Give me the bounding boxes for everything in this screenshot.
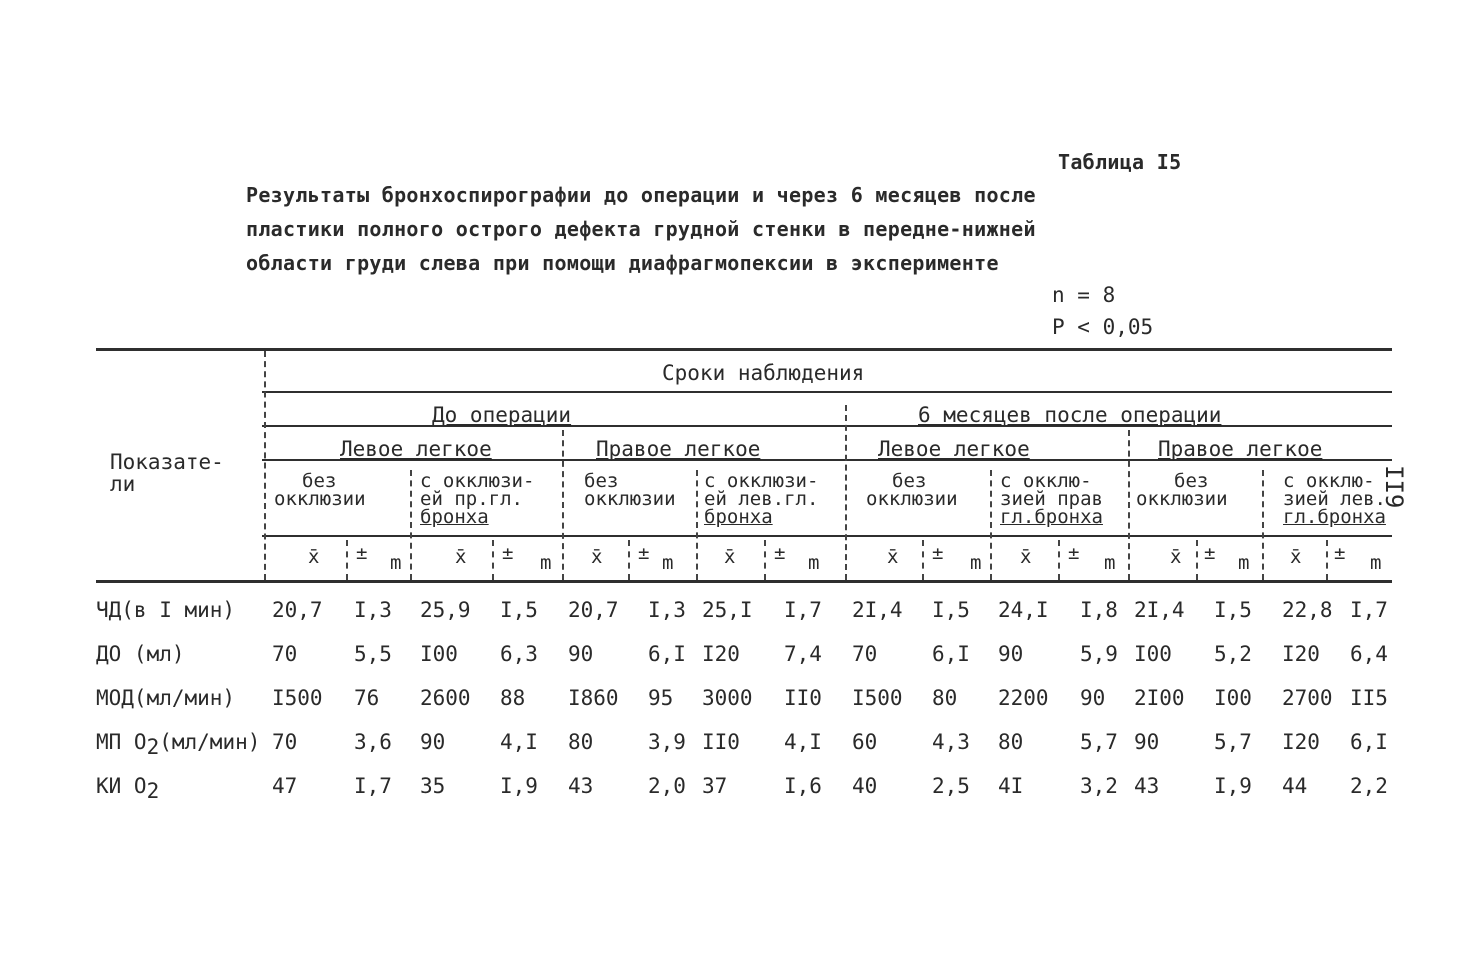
divider-lung-2 bbox=[1128, 430, 1130, 580]
row-label: КИ $О_2$ bbox=[96, 774, 160, 804]
after-right-lung: Правое легкое bbox=[1158, 437, 1323, 461]
table-cell: 7,4 bbox=[784, 642, 822, 666]
table-cell: 4I bbox=[998, 774, 1024, 798]
divider-sub-1 bbox=[410, 470, 412, 580]
table-cell: 3,2 bbox=[1080, 774, 1118, 798]
after-left-lung: Левое легкое bbox=[878, 437, 1030, 461]
table-cell: I,7 bbox=[784, 598, 822, 622]
table-cell: I,5 bbox=[1214, 598, 1252, 622]
table-cell: 2I,4 bbox=[852, 598, 903, 622]
divider-stat-3 bbox=[628, 540, 630, 580]
divider-stat-2 bbox=[492, 540, 494, 580]
table-cell: I500 bbox=[272, 686, 323, 710]
pm-symbol: ± bbox=[638, 542, 650, 564]
m-symbol: m bbox=[1104, 552, 1116, 574]
table-cell: 6,I bbox=[648, 642, 686, 666]
before-left-lung: Левое легкое bbox=[340, 437, 492, 461]
table-cell: 24,I bbox=[998, 598, 1049, 622]
table-cell: 25,9 bbox=[420, 598, 471, 622]
table-cell: 35 bbox=[420, 774, 446, 798]
table-cell: I20 bbox=[1282, 730, 1320, 754]
table-cell: 2700 bbox=[1282, 686, 1333, 710]
pm-symbol: ± bbox=[356, 542, 368, 564]
table-cell: 76 bbox=[354, 686, 380, 710]
table-cell: 47 bbox=[272, 774, 298, 798]
table-cell: I500 bbox=[852, 686, 903, 710]
subcol-3: без окклюзии bbox=[584, 470, 676, 510]
table-cell: 80 bbox=[932, 686, 958, 710]
table-cell: II5 bbox=[1350, 686, 1388, 710]
m-symbol: m bbox=[540, 552, 552, 574]
table-cell: I,3 bbox=[354, 598, 392, 622]
before-operation-header: До операции bbox=[432, 403, 572, 427]
mean-symbol: x̄ bbox=[308, 546, 320, 568]
mean-symbol: x̄ bbox=[1170, 546, 1182, 568]
table-cell: 90 bbox=[998, 642, 1024, 666]
divider-stat-6 bbox=[1058, 540, 1060, 580]
table-header-bottom-rule bbox=[96, 580, 1392, 583]
table-cell: 70 bbox=[852, 642, 878, 666]
rowhead-label-1: Показате- bbox=[110, 450, 224, 474]
table-cell: 6,4 bbox=[1350, 642, 1388, 666]
divider-stat-4 bbox=[764, 540, 766, 580]
table-cell: 6,I bbox=[1350, 730, 1388, 754]
divider-phase bbox=[845, 405, 847, 580]
table-cell: 2200 bbox=[998, 686, 1049, 710]
divider-sub-4 bbox=[1262, 470, 1264, 580]
m-symbol: m bbox=[662, 552, 674, 574]
subcol-1: без окклюзии bbox=[274, 470, 366, 510]
table-cell: 4,I bbox=[784, 730, 822, 754]
mean-symbol: x̄ bbox=[455, 546, 467, 568]
table-cell: I00 bbox=[420, 642, 458, 666]
pm-symbol: ± bbox=[502, 542, 514, 564]
table-cell: 90 bbox=[568, 642, 594, 666]
rowhead-label-2: ли bbox=[110, 472, 136, 496]
caption-line-3: области груди слева при помощи диафрагмопексии в эксперименте bbox=[246, 251, 999, 275]
divider-stat-7 bbox=[1196, 540, 1198, 580]
row-label: ДО (мл) bbox=[96, 642, 185, 666]
table-cell: 70 bbox=[272, 642, 298, 666]
caption-line-1: Результаты бронхоспирографии до операции и через 6 месяцев после bbox=[246, 183, 1036, 207]
table-cell: 3000 bbox=[702, 686, 753, 710]
table-cell: 5,7 bbox=[1214, 730, 1252, 754]
table-cell: 6,I bbox=[932, 642, 970, 666]
subcol-8: с окклю- зией лев. гл.бронха bbox=[1283, 470, 1386, 528]
m-symbol: m bbox=[1238, 552, 1250, 574]
table-cell: 4,3 bbox=[932, 730, 970, 754]
table-cell: 2I00 bbox=[1134, 686, 1185, 710]
p-value: P < 0,05 bbox=[1052, 315, 1154, 339]
table-cell: 60 bbox=[852, 730, 878, 754]
subcol-4: с окклюзи- ей лев.гл. бронха bbox=[704, 470, 819, 528]
table-cell: I,7 bbox=[1350, 598, 1388, 622]
divider-rowhead bbox=[264, 351, 266, 580]
table-cell: 3,6 bbox=[354, 730, 392, 754]
row-label: ЧД(в I мин) bbox=[96, 598, 236, 622]
sample-size: n = 8 bbox=[1052, 283, 1116, 307]
table-cell: I,9 bbox=[500, 774, 538, 798]
divider-sub-3 bbox=[990, 470, 992, 580]
table-cell: I,9 bbox=[1214, 774, 1252, 798]
caption-line-2: пластики полного острого дефекта грудной стенки в передне-нижней bbox=[246, 217, 1036, 241]
page-number: II9 bbox=[1380, 465, 1408, 509]
table-cell: 44 bbox=[1282, 774, 1308, 798]
m-symbol: m bbox=[970, 552, 982, 574]
table-cell: 2,0 bbox=[648, 774, 686, 798]
table-cell: 5,7 bbox=[1080, 730, 1118, 754]
subcol-6: с окклю- зией прав гл.бронха bbox=[1000, 470, 1103, 528]
table-cell: 4,I bbox=[500, 730, 538, 754]
table-cell: 43 bbox=[568, 774, 594, 798]
table-top-rule bbox=[96, 348, 1392, 351]
table-cell: 2,2 bbox=[1350, 774, 1388, 798]
table-cell: 90 bbox=[1080, 686, 1106, 710]
m-symbol: m bbox=[1370, 552, 1382, 574]
divider-stat-5 bbox=[922, 540, 924, 580]
table-cell: 80 bbox=[568, 730, 594, 754]
table-cell: 88 bbox=[500, 686, 526, 710]
table-cell: 22,8 bbox=[1282, 598, 1333, 622]
table-cell: 43 bbox=[1134, 774, 1160, 798]
mean-symbol: x̄ bbox=[724, 546, 736, 568]
table-cell: 20,7 bbox=[568, 598, 619, 622]
table-cell: I,5 bbox=[932, 598, 970, 622]
table-cell: I20 bbox=[1282, 642, 1320, 666]
table-cell: II0 bbox=[784, 686, 822, 710]
table-label: Таблица I5 bbox=[1058, 150, 1182, 174]
pm-symbol: ± bbox=[774, 542, 786, 564]
row-label: МОД(мл/мин) bbox=[96, 686, 236, 710]
table-cell: 40 bbox=[852, 774, 878, 798]
table-cell: I,7 bbox=[354, 774, 392, 798]
rule-sub bbox=[262, 535, 1392, 537]
table-cell: 6,3 bbox=[500, 642, 538, 666]
pm-symbol: ± bbox=[1204, 542, 1216, 564]
table-cell: 37 bbox=[702, 774, 728, 798]
table-cell: 70 bbox=[272, 730, 298, 754]
table-cell: 5,9 bbox=[1080, 642, 1118, 666]
mean-symbol: x̄ bbox=[887, 546, 899, 568]
table-cell: I20 bbox=[702, 642, 740, 666]
m-symbol: m bbox=[808, 552, 820, 574]
table-cell: 90 bbox=[1134, 730, 1160, 754]
subcol-5: без окклюзии bbox=[866, 470, 958, 510]
rule-period bbox=[262, 391, 1392, 393]
mean-symbol: x̄ bbox=[591, 546, 603, 568]
table-cell: 2,5 bbox=[932, 774, 970, 798]
table-cell: I,8 bbox=[1080, 598, 1118, 622]
table-cell: 5,5 bbox=[354, 642, 392, 666]
table-cell: I00 bbox=[1134, 642, 1172, 666]
table-cell: I00 bbox=[1214, 686, 1252, 710]
divider-sub-2 bbox=[696, 470, 698, 580]
row-label: МП $О_2(мл/мин)$ bbox=[96, 730, 261, 760]
divider-stat-8 bbox=[1326, 540, 1328, 580]
before-right-lung: Правое легкое bbox=[596, 437, 761, 461]
table-cell: 3,9 bbox=[648, 730, 686, 754]
table-cell: 5,2 bbox=[1214, 642, 1252, 666]
after-operation-header: 6 месяцев после операции bbox=[918, 403, 1222, 427]
table-cell: I860 bbox=[568, 686, 619, 710]
table-cell: I,3 bbox=[648, 598, 686, 622]
pm-symbol: ± bbox=[932, 542, 944, 564]
pm-symbol: ± bbox=[1068, 542, 1080, 564]
table-cell: 80 bbox=[998, 730, 1024, 754]
divider-stat-1 bbox=[346, 540, 348, 580]
table-cell: 90 bbox=[420, 730, 446, 754]
table-cell: 95 bbox=[648, 686, 674, 710]
divider-lung-1 bbox=[562, 430, 564, 580]
subcol-2: с окклюзи- ей пр.гл. бронха bbox=[420, 470, 535, 528]
table-cell: I,6 bbox=[784, 774, 822, 798]
table-cell: 2600 bbox=[420, 686, 471, 710]
table-cell: 20,7 bbox=[272, 598, 323, 622]
mean-symbol: x̄ bbox=[1290, 546, 1302, 568]
table-cell: 2I,4 bbox=[1134, 598, 1185, 622]
subcol-7: без окклюзии bbox=[1136, 470, 1228, 510]
period-title: Сроки наблюдения bbox=[662, 361, 865, 385]
table-cell: II0 bbox=[702, 730, 740, 754]
table-cell: 25,I bbox=[702, 598, 753, 622]
table-cell: I,5 bbox=[500, 598, 538, 622]
m-symbol: m bbox=[390, 552, 402, 574]
pm-symbol: ± bbox=[1334, 542, 1346, 564]
mean-symbol: x̄ bbox=[1020, 546, 1032, 568]
